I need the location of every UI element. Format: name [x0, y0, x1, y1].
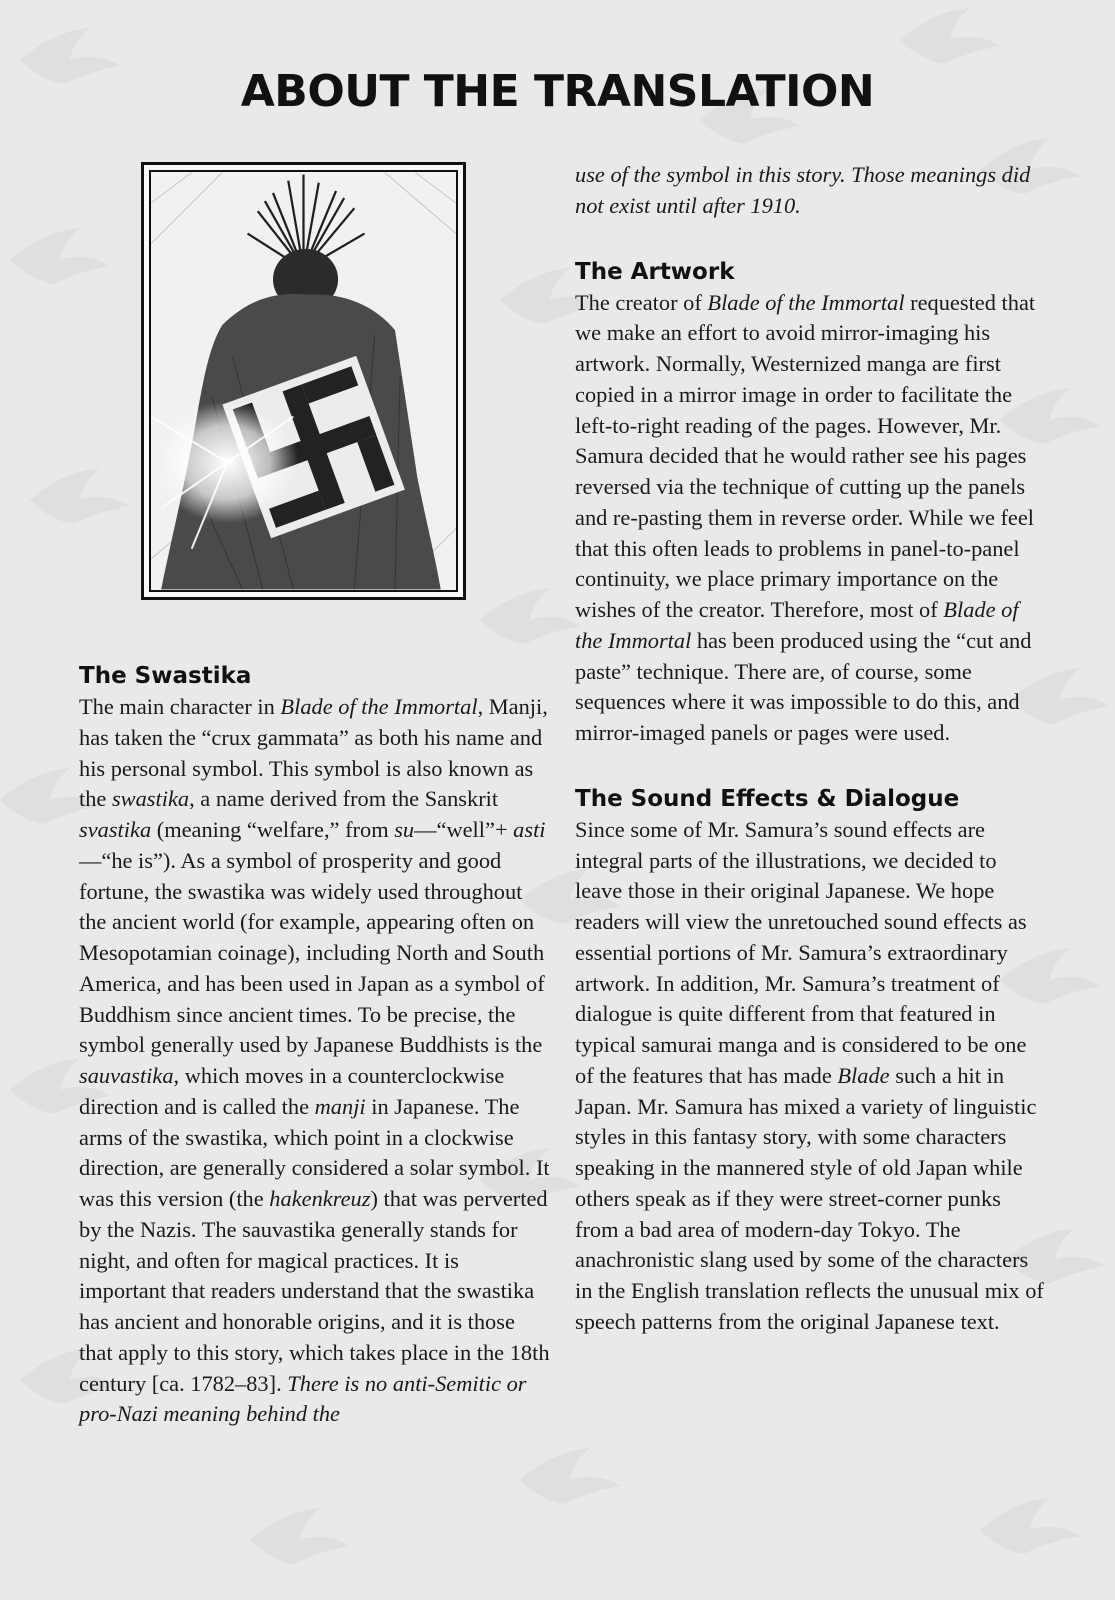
italic-text-run: Blade of the Immortal — [280, 694, 478, 719]
text-run: , a name derived from the Sanskrit — [189, 786, 499, 812]
italic-text-run: There is no anti-Semitic or pro-Nazi meaning behind the — [79, 1370, 527, 1427]
text-run: ) that was perverted by the Nazis. The sauvastika generally stands for night, and often for magical practices. It is important that readers understand that the swastika has ancient and honorable origins, and it is those that apply to this story, which takes place in the 18th century [ca. 1782–83]. — [79, 1186, 550, 1396]
italic-text-run: Blade — [837, 1062, 890, 1088]
page-title: ABOUT THE TRANSLATION — [240, 66, 875, 117]
right-column — [575, 160, 1047, 1338]
italic-text-run: asti — [513, 817, 546, 842]
text-run: The main character in — [79, 694, 281, 719]
section-heading-swastika: The Swastika — [79, 663, 252, 689]
section-body-artwork — [575, 288, 1047, 749]
section-heading-sound-effects: The Sound Effects & Dialogue — [575, 785, 960, 812]
text-run: , which moves in a counterclockwise direction and is called the — [79, 1063, 505, 1119]
text-run: , Manji, has taken the “crux gammata” as both his name and his personal symbol. This symbol is also known as the — [79, 694, 548, 812]
italic-text-run: manji — [314, 1093, 366, 1119]
text-run: (meaning “welfare,” from — [151, 817, 395, 842]
italic-text-run: sauvastika — [79, 1063, 174, 1088]
illustration-frame — [141, 162, 466, 600]
swastika-warrior-illustration-icon — [151, 172, 456, 590]
section-heading-artwork: The Artwork — [575, 258, 735, 285]
section-body-sound-effects — [575, 815, 1047, 1338]
text-run: —“well”+ — [414, 817, 514, 842]
italic-text-run: swastika — [111, 786, 190, 812]
text-run: requested that we make an effort to avoid mirror-imaging his artwork. Normally, Westernized manga are first copied in a mirror image in order to facilitate the left-to-right reading of the pages. However, Mr. Samura decided that he would rather see his pages reversed via the technique of cutting up the panels and re-pasting them in reverse order. While we feel that this often leads to problems in panel-to-panel continuity, we place primary importance on the wishes of the creator. Therefore, most of — [575, 289, 1036, 622]
text-run: such a hit in Japan. Mr. Samura has mixed a variety of linguistic styles in this fantasy story, with some characters speaking in the mannered style of old Japan while others speak as if they were street-corner punks from a bad area of modern-day Tokyo. The anachronistic slang used by some of the characters in the English translation reflects the unusual mix of speech patterns from the original Japanese text. — [575, 1062, 1044, 1334]
text-run: —“he is”). As a symbol of prosperity and good fortune, the swastika was widely used throughout the ancient world (for example, appearing often on Mesopotamian coinage), including North and South America, and has been used in Japan as a symbol of Buddhism since ancient times. To be precise, the symbol generally used by Japanese Buddhists is the — [79, 847, 545, 1058]
illustration — [149, 170, 458, 592]
text-run: The creator of — [575, 289, 708, 315]
italic-text-run: Blade of the Immortal — [575, 597, 1019, 653]
section-body-swastika — [79, 692, 551, 1430]
left-column — [79, 660, 551, 1430]
italic-text-run: hakenkreuz — [269, 1186, 371, 1211]
italic-text-run: su — [394, 817, 415, 842]
text-run: Since some of Mr. Samura’s sound effects are integral parts of the illustrations, we decided to leave those in their original Japanese. We hope readers will view the unretouched sound effects as essential portions of Mr. Samura’s extraordinary artwork. In addition, Mr. Samura’s treatment of dialogue is quite different from that featured in typical samurai manga and is considered to be one of the features that has made — [575, 816, 1027, 1088]
text-run: has been produced using the “cut and paste” technique. There are, of course, some sequences where it was impossible to do this, and mirror-imaged panels or pages were used. — [575, 627, 1032, 745]
continued-paragraph: use of the symbol in this story. Those meanings did not exist until after 1910. — [575, 162, 1031, 218]
italic-text-run: svastika — [79, 817, 152, 842]
text-run: in Japanese. The arms of the swastika, which point in a clockwise direction, are generally considered a solar symbol. It was this version (the — [79, 1093, 550, 1211]
italic-text-run: Blade of the Immortal — [707, 289, 905, 315]
